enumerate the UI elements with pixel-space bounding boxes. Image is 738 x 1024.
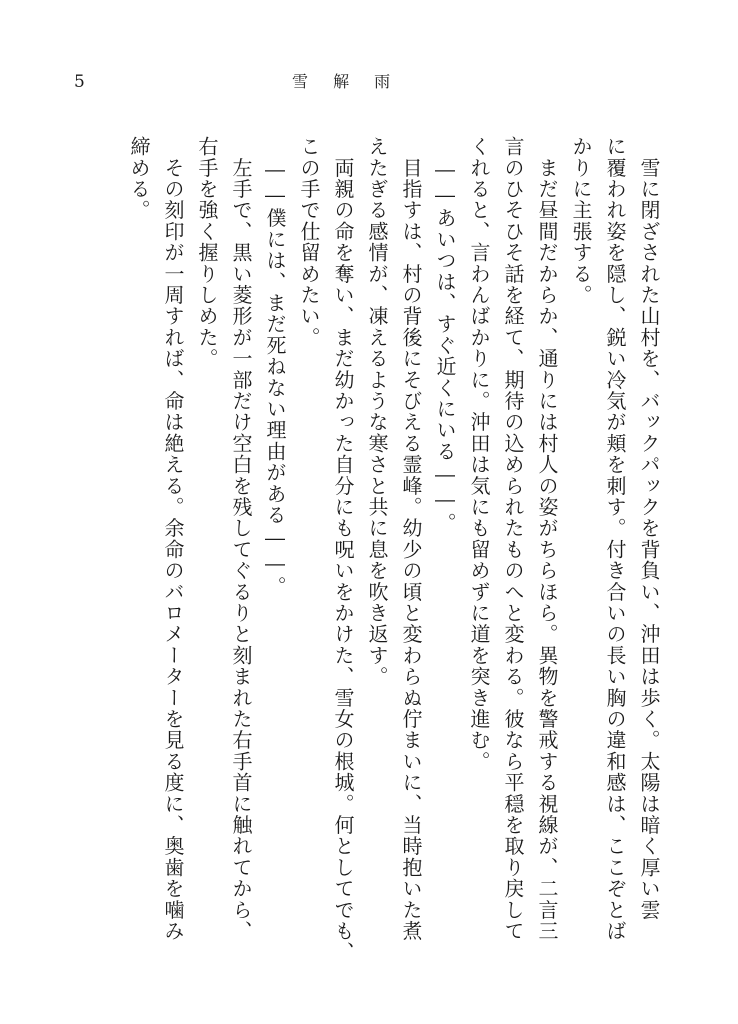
paragraph: 雪に閉ざされた山村を、バックパックを背負い、沖田は歩く。太陽は暗く厚い雲 に覆われ姿を隠し、鋭い冷気が頬を刺す。付き合いの長い胸の違和感は、ここぞとば かりに主張する。 [569,136,661,942]
page-number: 5 [74,72,85,92]
running-title: 雪 解 雨 [292,72,401,91]
paragraph: ――あいつは、すぐ近くにいる――。 [433,136,457,534]
paragraph: その刻印が一周すれば、命は絶える。余命のバロメーターを見る度に、奥歯を噛み 締める。 [127,136,185,942]
paragraph: 左手で、黒い菱形が一部だけ空白を残してぐるりと刻まれた右手首に触れてから、 右手を強く握りしめた。 [195,136,253,942]
body-text [122,136,666,963]
paragraph: 両親の命を奪い、まだ幼かった自分にも呪いをかけた、雪女の根城。何としてでも、 この手で仕留めたい。 [297,136,355,963]
paragraph: まだ昼間だからか、通りには村人の姿がちらほら。異物を警戒する視線が、二言三 言のひそひそ話を経て、期待の込められたものへと変わる。彼なら平穏を取り戻して くれると、言わんばかりに。沖田は気にも留めずに道を突き進む。 [467,136,559,942]
paragraph: 目指すは、村の背後にそびえる霊峰。幼少の頃と変わらぬ佇まいに、当時抱いた煮 えたぎる感情が、凍えるような寒さと共に息を吹き返す。 [365,136,423,942]
paragraph: ――僕には、まだ死ねない理由がある――。 [263,136,287,598]
